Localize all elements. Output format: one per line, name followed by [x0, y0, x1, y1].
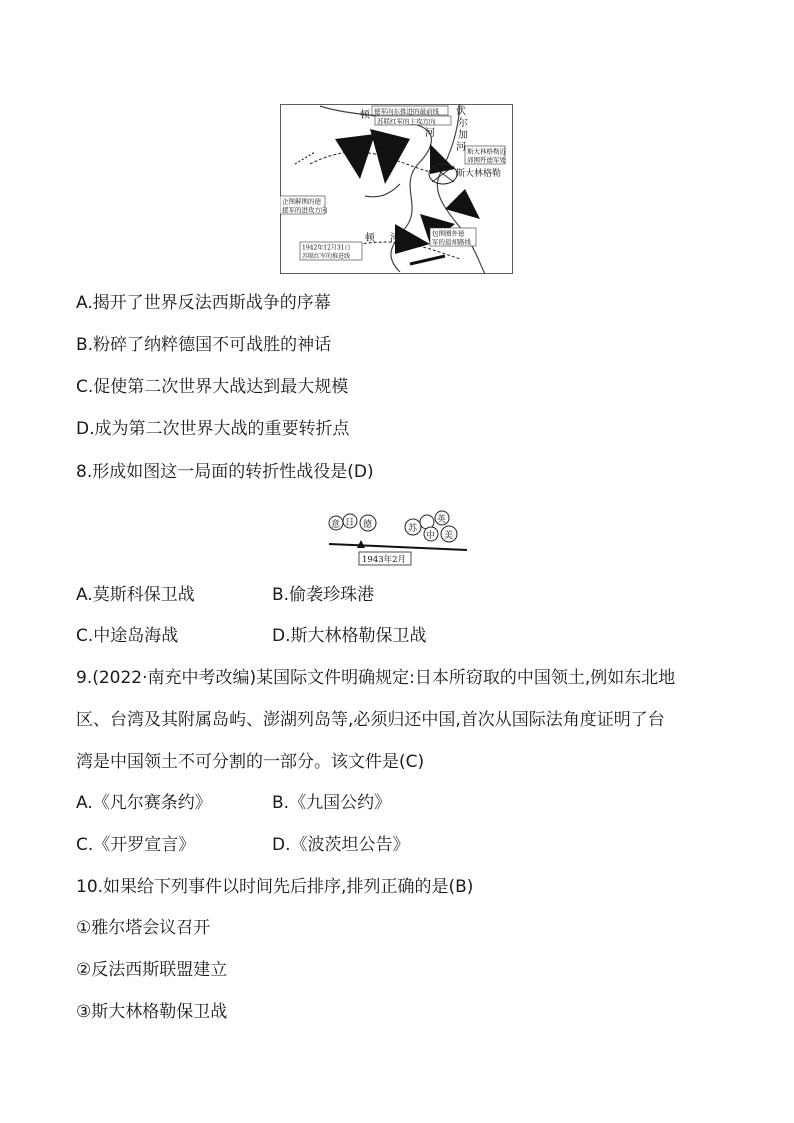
q7-option-d: D.成为第二次世界大战的重要转折点: [76, 419, 350, 439]
circle-italy: 意: [331, 520, 341, 530]
q9-option-a: A.《凡尔赛条约》: [76, 793, 212, 813]
circle-uk: 英: [437, 515, 447, 525]
q10-stem: 10.如果给下列事件以时间先后排序,排列正确的是(B): [76, 877, 474, 897]
map-label-stalingrad: 斯大林格勒: [456, 169, 502, 179]
q8-option-d: D.斯大林格勒保卫战: [272, 626, 427, 646]
q7-option-a: A.揭开了世界反法西斯战争的序幕: [76, 293, 331, 313]
q10-item-3: ③斯大林格勒保卫战: [76, 1002, 228, 1022]
q9-stem-line3: 湾是中国领土不可分割的一部分。该文件是(C): [76, 752, 425, 772]
callout-relief-1: 企图解围的德: [282, 197, 321, 206]
q7-option-c: C.促使第二次世界大战达到最大规模: [76, 377, 349, 397]
q9-option-b: B.《九国公约》: [272, 793, 392, 813]
q8-stem: 8.形成如图这一局面的转折性战役是(D): [76, 462, 374, 482]
callout-retreat-1: 包围圈外德: [432, 229, 465, 238]
callout-german-front: 德军向东推进的最前线: [374, 107, 439, 116]
map-label-don-bottom: 顿: [365, 233, 375, 244]
q8-option-c: C.中途岛海战: [76, 626, 179, 646]
map-label-volga-1: 伏: [456, 106, 466, 117]
callout-soviet-attack: 苏联红军的主攻方向: [377, 117, 436, 126]
map-label-river-2: 河: [390, 233, 400, 244]
callout-line-1942-1: 1942年12月31日: [302, 244, 351, 252]
q9-stem-line2: 区、台湾及其附属岛屿、澎湖列岛等,必须归还中国,首次从国际法角度证明了台: [76, 710, 665, 730]
q10-item-2: ②反法西斯联盟建立: [76, 960, 228, 980]
q9-option-c: C.《开罗宣言》: [76, 835, 196, 855]
map-label-volga-3: 加: [458, 130, 468, 141]
map-label-don-top: 顿: [360, 110, 370, 121]
circle-china: 中: [426, 531, 436, 541]
callout-line-1942-2: 苏联红军的推进线: [302, 253, 351, 260]
stalingrad-battle-map: [280, 104, 513, 274]
callout-relief-2: 援军的进攻方向: [282, 206, 328, 214]
map-label-river-1: 河: [425, 128, 435, 139]
balance-date: 1943年2月: [362, 555, 407, 565]
q10-item-1: ①雅尔塔会议召开: [76, 918, 211, 938]
q7-option-b: B.粉碎了纳粹德国不可战胜的神话: [76, 335, 332, 355]
q9-option-d: D.《波茨坦公告》: [272, 835, 410, 855]
callout-retreat-2: 军的退却路线: [432, 238, 471, 246]
q8-option-a: A.莫斯科保卫战: [76, 585, 195, 605]
circle-ussr: 苏: [408, 524, 418, 534]
map-label-volga-2: 尔: [458, 118, 468, 129]
map-label-volga-4: 河: [456, 142, 466, 153]
q8-option-b: B.偷袭珍珠港: [272, 585, 375, 605]
q9-stem-line1: 9.(2022·南充中考改编)某国际文件明确规定:日本所窃取的中国领土,例如东北地: [76, 668, 676, 688]
balance-figure: [327, 510, 470, 566]
circle-japan: 日: [345, 518, 355, 528]
circle-germany: 德: [363, 520, 373, 530]
callout-surrounded-1: 斯大林格勒近: [467, 147, 506, 156]
circle-usa: 美: [444, 531, 454, 541]
callout-surrounded-2: 郊围歼德军处: [467, 156, 506, 164]
